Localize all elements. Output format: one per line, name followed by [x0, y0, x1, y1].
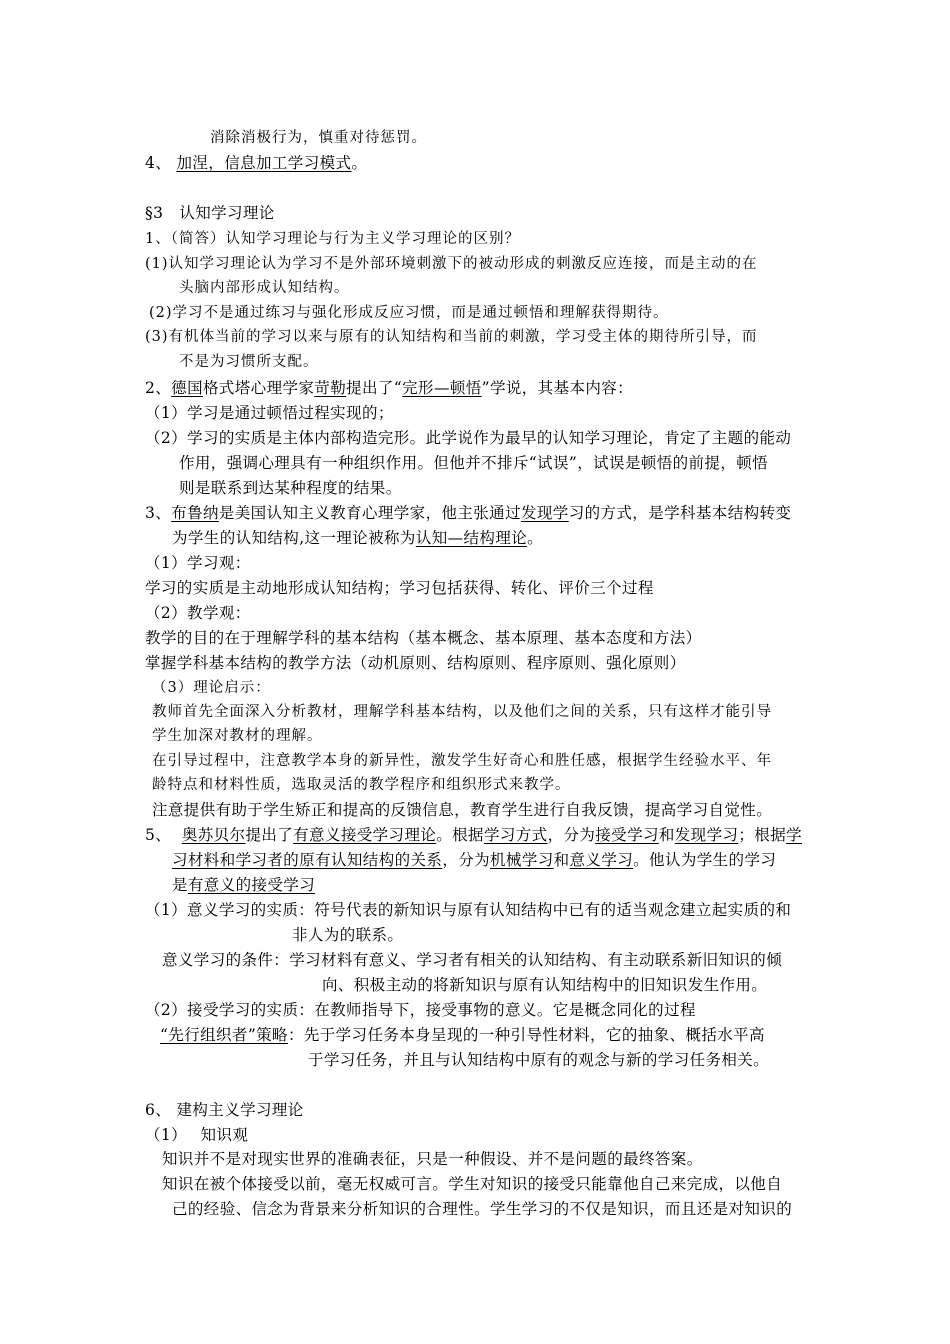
underlined-term: 接受学习 — [595, 826, 659, 844]
text-segment: 格式塔心理学家 — [202, 379, 315, 397]
text-line: 在引导过程中，注意教学本身的新异性，激发学生好奇心和胜任感，根据学生经验水平、年 — [152, 753, 772, 769]
text-line: (1)认知学习理论认为学习不是外部环境刺激下的被动形成的刺激反应连接，而是主动的在 — [145, 256, 758, 272]
underlined-term: 机械学习 — [490, 851, 554, 869]
underlined-term: 意义学习 — [569, 851, 634, 869]
text-line: 学习的实质是主动地形成认知结构；学习包括获得、转化、评价三个过程 — [145, 579, 654, 597]
text-line: 教学的目的在于理解学科的基本结构（基本概念、基本原理、基本态度和方法） — [145, 629, 702, 647]
underlined-term: “先行组织者”策略 — [160, 1026, 288, 1044]
text-segment: 。根据 — [436, 826, 484, 844]
text-line: 向、积极主动的将新知识与原有认知结构中的旧知识发生作用。 — [322, 976, 768, 994]
underlined-term: 奥苏贝尔 — [181, 826, 246, 844]
text-segment: 。他认为学生的学习 — [633, 851, 777, 869]
text-segment: 和 — [658, 826, 675, 844]
text-line: （2）学习的实质是主体内部构造完形。此学说作为最早的认知学习理论，肯定了主题的能动 — [145, 429, 792, 447]
text-line: 消除消极行为，慎重对待惩罚。 — [210, 130, 427, 146]
text-segment: ”学说，其基本内容： — [481, 379, 634, 397]
underlined-term: 苛勒 — [314, 379, 347, 397]
underlined-term: 认知—结构理论 — [415, 529, 528, 547]
text-line: 知识并不是对现实世界的准确表征，只是一种假设、并不是问题的最终答案。 — [162, 1150, 703, 1168]
text-line: 意义学习的条件：学习材料有意义、学习者有相关的认知结构、有主动联系新旧知识的倾 — [162, 951, 783, 969]
text-line: 作用，强调心理具有一种组织作用。但他并不排斥“试误”，试误是顿悟的前提，顿悟 — [179, 454, 769, 472]
underlined-term: 有意义接受学习理论 — [293, 826, 437, 844]
text-segment: 提出了“ — [346, 379, 403, 397]
item-number: 5、 — [145, 826, 172, 844]
section-heading: §3 认知学习理论 — [145, 204, 275, 222]
text-line: 学生加深对教材的理解。 — [152, 728, 323, 744]
item-number: 4、 — [145, 154, 172, 172]
text-segment: ，分为 — [442, 851, 491, 869]
numbered-item: 6、 建构主义学习理论 — [145, 1101, 304, 1119]
text-line: 掌握学科基本结构的教学方法（动机原则、结构原则、程序原则、强化原则） — [145, 654, 686, 672]
text-segment: ：先于学习任务本身呈现的一种引导性材料，它的抽象、概括水平高 — [287, 1026, 765, 1044]
text-line: (2)学习不是通过练习与强化形成反应习惯，而是通过顿悟和理解获得期待。 — [149, 305, 669, 321]
subheading: （3）理论启示： — [152, 680, 271, 696]
underlined-term: 有意义的接受学习 — [187, 876, 316, 894]
subheading: （1）学习观： — [145, 554, 251, 572]
text-line: 不是为习惯所支配。 — [179, 354, 319, 370]
question-heading: 1、（简答）认知学习理论与行为主义学习理论的区别？ — [145, 231, 520, 247]
text-line: 己的经验、信念为背景来分析知识的合理性。学生学习的不仅是知识，而且还是对知识的 — [172, 1200, 793, 1218]
underlined-term: 发现学习 — [674, 826, 739, 844]
numbered-item — [145, 824, 802, 846]
text-line: 教师首先全面深入分析教材，理解学科基本结构，以及他们之间的关系，只有这样才能引导 — [152, 704, 772, 720]
text-segment: 是 — [172, 876, 188, 894]
text-segment: 是美国认知主义教育心理学家，他主张通过 — [218, 504, 521, 522]
text-line: （2）接受学习的实质：在教师指导下，接受事物的意义。它是概念同化的过程 — [145, 1001, 696, 1019]
text-segment: 提出了 — [245, 826, 294, 844]
numbered-item — [145, 502, 791, 524]
underlined-term: 习材料和学习者的原有认知结构的关系 — [172, 851, 443, 869]
text-line — [160, 1024, 765, 1046]
text-line: 头脑内部形成认知结构。 — [179, 280, 350, 296]
text-line — [172, 874, 315, 896]
underlined-term: 学 — [786, 826, 802, 844]
text-segment: ；根据 — [738, 826, 787, 844]
item-number: 2、 — [145, 379, 172, 397]
text-line: 注意提供有助于学生矫正和提高的反馈信息，教育学生进行自我反馈，提高学习自觉性。 — [152, 801, 773, 819]
text-segment: 。 — [527, 529, 544, 547]
underlined-term: 完形—顿悟 — [402, 379, 482, 397]
item-number: 3、 — [145, 504, 172, 522]
text-segment: 和 — [553, 851, 570, 869]
text-line — [172, 527, 543, 549]
text-segment: 为学生的认知结构,这一理论被称为 — [172, 529, 416, 547]
text-line: 非人为的联系。 — [292, 926, 404, 944]
subheading: （2）教学观： — [145, 604, 251, 622]
text-segment: 习的方式，是学科基本结构转变 — [568, 504, 792, 522]
text-line: （1）意义学习的实质：符号代表的新知识与原有认知结构中已有的适当观念建立起实质的和 — [145, 901, 792, 919]
text-line: 龄特点和材料性质，选取灵活的教学程序和组织形式来教学。 — [152, 777, 571, 793]
text-line: 于学习任务，并且与认知结构中原有的观念与新的学习任务相关。 — [308, 1051, 770, 1069]
text-line: (3)有机体当前的学习以来与原有的认知结构和当前的刺激，学习受主体的期待所引导，而 — [145, 329, 758, 345]
subheading: （1） 知识观 — [145, 1126, 249, 1144]
underlined-term: 布鲁纳 — [171, 504, 219, 522]
underlined-term: 加涅，信息加工学习模式 — [176, 154, 352, 172]
numbered-item — [145, 152, 367, 174]
text-line: 知识在被个体接受以前，毫无权威可言。学生对知识的接受只能靠他自己来完成，以他自 — [162, 1175, 783, 1193]
underlined-term: 德国 — [171, 379, 203, 397]
numbered-item — [145, 377, 633, 399]
underlined-term: 发现学 — [520, 504, 569, 522]
text-line — [172, 849, 776, 871]
underlined-term: 学习方式 — [483, 826, 548, 844]
text-line: （1）学习是通过顿悟过程实现的； — [145, 404, 394, 422]
text-segment: ，分为 — [547, 826, 596, 844]
text-line: 则是联系到达某种程度的结果。 — [179, 479, 402, 497]
text-segment: 。 — [351, 154, 368, 172]
